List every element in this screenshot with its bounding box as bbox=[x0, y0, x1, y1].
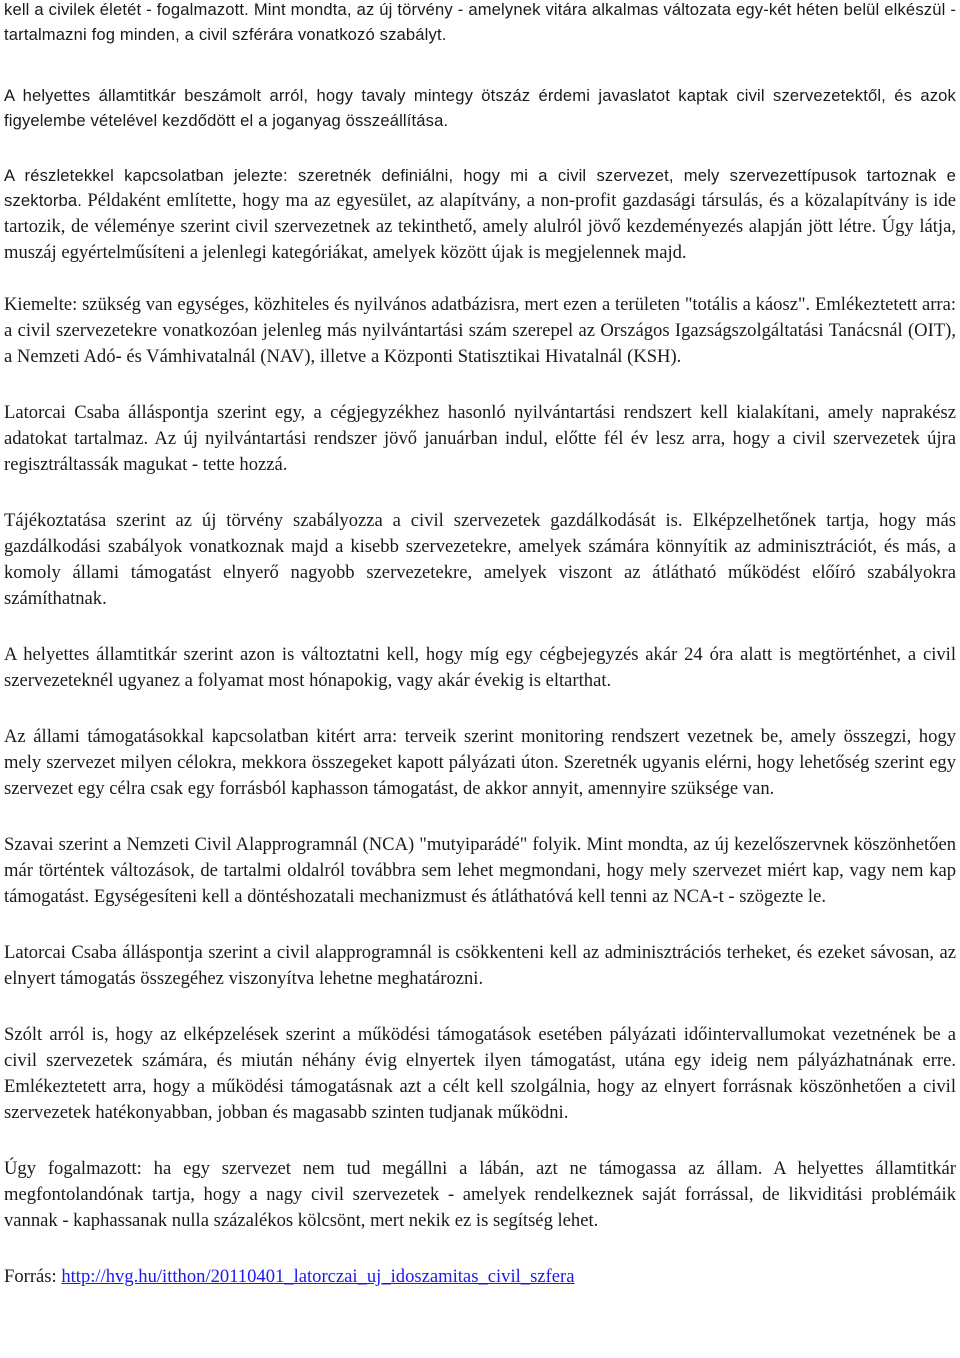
paragraph-admin-burden: Latorcai Csaba álláspontja szerint a civil alapprogramnál is csökkenteni kell az adminisztrációs terheket, és ezeket sávosan, az elnyert támogatás összegéhez viszonyítva lehetne meghatározni. bbox=[4, 942, 956, 989]
paragraph-registration-time: A helyettes államtitkár szerint azon is változtatni kell, hogy míg egy cégbejegyzés akár 24 óra alatt is megtörténhet, a civil szervezeteknél ugyanez a folyamat most hónapokig, vagy akár évekig is eltarthat. bbox=[4, 644, 956, 691]
paragraph-state-support: Úgy fogalmazott: ha egy szervezet nem tud megállni a lábán, azt ne támogassa az állam. A helyettes államtitkár megfontolandónak tartja, hogy a nagy civil szervezetek - amelyek rendelkeznek saját forrással, de likviditási problémáik vannak - kaphassanak nulla százalékos kölcsönt, mert nekik ez is segítség lehet. bbox=[4, 1158, 956, 1231]
paragraph-intro: kell a civilek életét - fogalmazott. Mint mondta, az új törvény - amelynek vitára alkalmas változata egy-két héten belül elkészül - tartalmazni fog minden, a civil szférára vonatkozó szabályt. bbox=[4, 0, 956, 44]
paragraph-operating-support: Szólt arról is, hogy az elképzelések szerint a működési támogatások esetében pályázati időintervallumokat vezetnének be a civil szervezetek számára, és miután néhány évig elnyertek ilyen támogatást, utána egy ideig nem pályázhatnának erre. Emlékeztetett arra, hogy a működési támogatásnak azt a célt kell szolgálnia, hogy az elnyert forrásnak köszönhetően a civil szervezetek hatékonyabban, jobban és magasabb szinten tudjanak működni. bbox=[4, 1024, 956, 1123]
paragraph-nca: Szavai szerint a Nemzeti Civil Alapprogramnál (NCA) "mutyiparádé" folyik. Mint mondta, az új kezelőszervnek köszönhetően már történtek változások, de tartalmi oldalról továbbra sem lehet megmondani, hogy mely szervezet miért kap, vagy nem kap támogatást. Egységesíteni kell a döntéshozatali mechanizmust és átláthatóvá kell tenni az NCA-t - szögezte le. bbox=[4, 834, 956, 907]
paragraph-definitions-rest: Példaként említette, hogy ma az egyesület, az alapítvány, a non-profit gazdasági társulás, és a közalapítvány is ide tartozik, de véleménye szerint civil szervezetnek az tekinthető, amely alulról jövő kezdeményezés alapján jött létre. Úgy látja, muszáj egyértelműsíteni a jelenlegi kategóriákat, amelyek között újak is megjelennek majd. bbox=[4, 190, 957, 263]
paragraph-monitoring: Az állami támogatásokkal kapcsolatban kitért arra: terveik szerint monitoring rendszert vezetnek be, amely összegzi, hogy mely szervezet milyen célokra, mekkora összegeket kapott pályázati úton. Szeretnék ugyanis elérni, hogy lehetőség szerint egy szervezet egy célra csak egy forrásból kaphasson támogatást, de akkor annyit, amennyire szüksége van. bbox=[4, 726, 956, 799]
paragraph-registry: Latorcai Csaba álláspontja szerint egy, a cégjegyzékhez hasonló nyilvántartási rendszert kell kialakítani, amely naprakész adatokat tartalmaz. Az új nyilvántartási rendszer jövő januárban indul, előtte fél év lesz arra, hogy a civil szervezetek újra regisztráltassák magukat - tette hozzá. bbox=[4, 402, 956, 475]
source-label: Forrás: bbox=[4, 1266, 62, 1287]
paragraph-definitions-lead: A részletekkel kapcsolatban jelezte: szeretnék definiálni, hogy mi a civil szervezet, mely szervezettípusok tartoznak e szektorba. bbox=[4, 166, 956, 210]
paragraph-proposals: A helyettes államtitkár beszámolt arról, hogy tavaly mintegy ötszáz érdemi javaslatot kaptak civil szervezetektől, és azok figyelembe vételével kezdődött el a joganyag összeállítása. bbox=[4, 86, 956, 130]
source-line bbox=[4, 1264, 956, 1290]
paragraph-finances: Tájékoztatása szerint az új törvény szabályozza a civil szervezetek gazdálkodását is. Elképzelhetőnek tartja, hogy más gazdálkodási szabályok vonatkoznak majd a kisebb szervezetekre, amelyek számára könnyítik az adminisztrációt, és más, a komoly állami támogatást elnyerő nagyobb szervezetekre, amelyek viszont az átlátható működést előíró szabályokra számíthatnak. bbox=[4, 510, 956, 609]
paragraph-definitions bbox=[4, 163, 956, 266]
source-link[interactable]: http://hvg.hu/itthon/20110401_latorczai_uj_idoszamitas_civil_szfera bbox=[61, 1266, 575, 1287]
paragraph-database: Kiemelte: szükség van egységes, közhiteles és nyilvános adatbázisra, mert ezen a területen "totális a káosz". Emlékeztetett arra: a civil szervezetekre vonatkozóan jelenleg más nyilvántartási szám szerepel az Országos Igazságszolgáltatási Tanácsnál (OIT), a Nemzeti Adó- és Vámhivatalnál (NAV), illetve a Központi Statisztikai Hivatalnál (KSH). bbox=[4, 294, 956, 367]
article-body bbox=[4, 0, 956, 1290]
